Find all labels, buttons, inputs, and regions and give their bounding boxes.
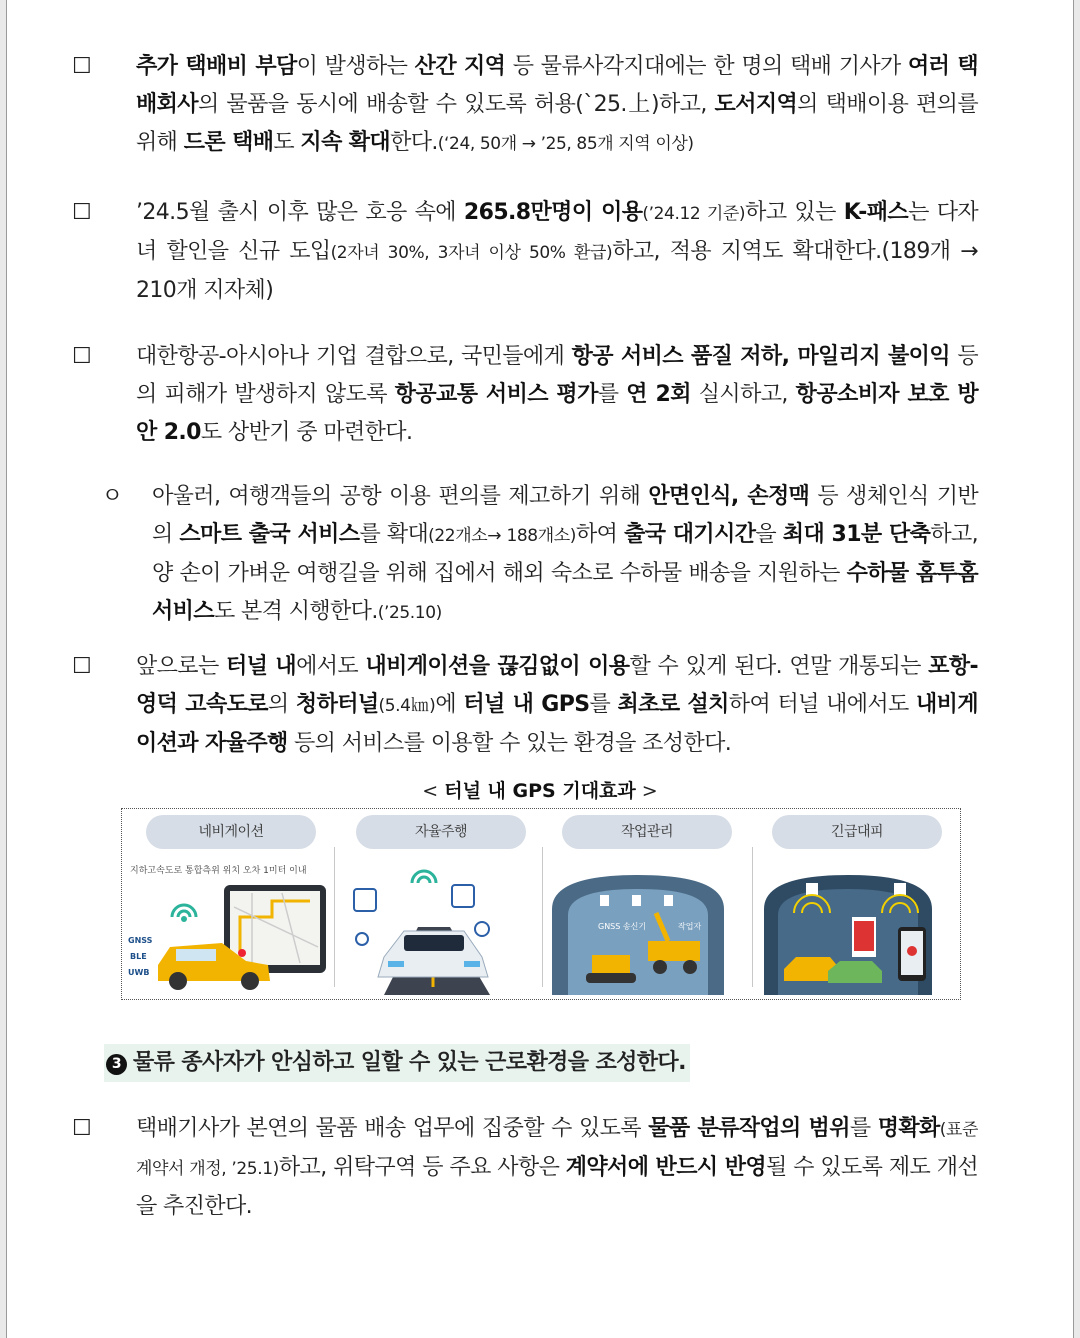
svg-text:UWB: UWB	[128, 968, 150, 977]
navigation-note: 지하고속도로 통합측위 위치 오차 1미터 이내	[130, 866, 307, 876]
checkbox-bullet: ☐	[72, 54, 92, 79]
navigation-illustration	[122, 857, 332, 995]
autonomous-car-illustration	[332, 857, 532, 995]
paragraph-parcel-delivery: ☐ 추가 택배비 부담이 발생하는 산간 지역 등 물류사각지대에는 한 명의 택배 기사가 여러 택배회사의 물품을 동시에 배송할 수 있도록 허용(`25.上)하고, 도서지역의 택배이용 편의를 위해 드론 택배도 지속 확대한다.(‘24, 50개 → ’25, 85개 지역 이상)	[104, 48, 978, 163]
section-title: 물류 종사자가 안심하고 일할 수 있는 근로환경을 조성한다.	[133, 1050, 686, 1075]
svg-text:GNSS: GNSS	[128, 936, 153, 945]
checkbox-bullet: ☐	[72, 654, 92, 679]
svg-text:BLE: BLE	[130, 952, 147, 961]
tag-gnss-transmitter: GNSS 송신기	[598, 922, 647, 931]
tunnel-work-illustration	[538, 857, 738, 995]
panel-emergency-evacuation	[748, 815, 946, 995]
emergency-illustration	[748, 857, 948, 995]
panel-navigation	[122, 815, 320, 995]
paragraph-courier-work: ☐ 택배기사가 본연의 물품 배송 업무에 집중할 수 있도록 물품 분류작업의 범위를 명확화(표준계약서 개정, ’25.1)하고, 위탁구역 등 주요 사항은 계약서에 반드시 반영될 수 있도록 제도 개선을 추진한다.	[104, 1110, 978, 1226]
section-number-badge: 3	[106, 1054, 127, 1075]
tag-worker: 작업자	[678, 922, 702, 931]
panel-autonomous-driving	[332, 815, 530, 995]
section-heading	[104, 1044, 690, 1082]
figure-caption: < 터널 내 GPS 기대효과 >	[422, 780, 658, 802]
panel-label: 자율주행	[356, 815, 526, 849]
checkbox-bullet: ☐	[72, 344, 92, 369]
paragraph-airline-merger: ☐ 대한항공-아시아나 기업 결합으로, 국민들에게 항공 서비스 품질 저하, 마일리지 불이익 등의 피해가 발생하지 않도록 항공교통 서비스 평가를 연 2회 실시하고, 항공소비자 보호 방안 2.0도 상반기 중 마련한다.	[104, 338, 978, 452]
panel-label: 긴급대피	[772, 815, 942, 849]
figure-gps-effects	[121, 808, 961, 1000]
circle-bullet: ㅇ	[101, 484, 123, 509]
checkbox-bullet: ☐	[72, 200, 92, 225]
paragraph-smart-departure: ㅇ 아울러, 여행객들의 공항 이용 편의를 제고하기 위해 안면인식, 손정맥 등 생체인식 기반의 스마트 출국 서비스를 확대(22개소→ 188개소)하여 출국 대기시간을 최대 31분 단축하고, 양 손이 가벼운 여행길을 위해 집에서 해외 숙소로 수하물 배송을 지원하는 수하물 홈투홈 서비스도 본격 시행한다.(’25.10)	[112, 478, 978, 632]
panel-label: 작업관리	[562, 815, 732, 849]
paragraph-tunnel-gps: ☐ 앞으로는 터널 내에서도 내비게이션을 끊김없이 이용할 수 있게 된다. 연말 개통되는 포항-영덕 고속도로의 청하터널(5.4㎞)에 터널 내 GPS를 최초로 설치하여 터널 내에서도 내비게이션과 자율주행 등의 서비스를 이용할 수 있는 환경을 조성한다.	[104, 648, 978, 763]
paragraph-k-pass: ☐ ’24.5월 출시 이후 많은 호응 속에 265.8만명이 이용(’24.12 기준)하고 있는 K-패스는 다자녀 할인을 신규 도입(2자녀 30%, 3자녀 이상 50% 환급)하고, 적용 지역도 확대한다.(189개 → 210개 지자체)	[104, 194, 978, 310]
panel-work-management	[538, 815, 736, 995]
panel-label: 네비게이션	[146, 815, 316, 849]
checkbox-bullet: ☐	[72, 1116, 92, 1141]
